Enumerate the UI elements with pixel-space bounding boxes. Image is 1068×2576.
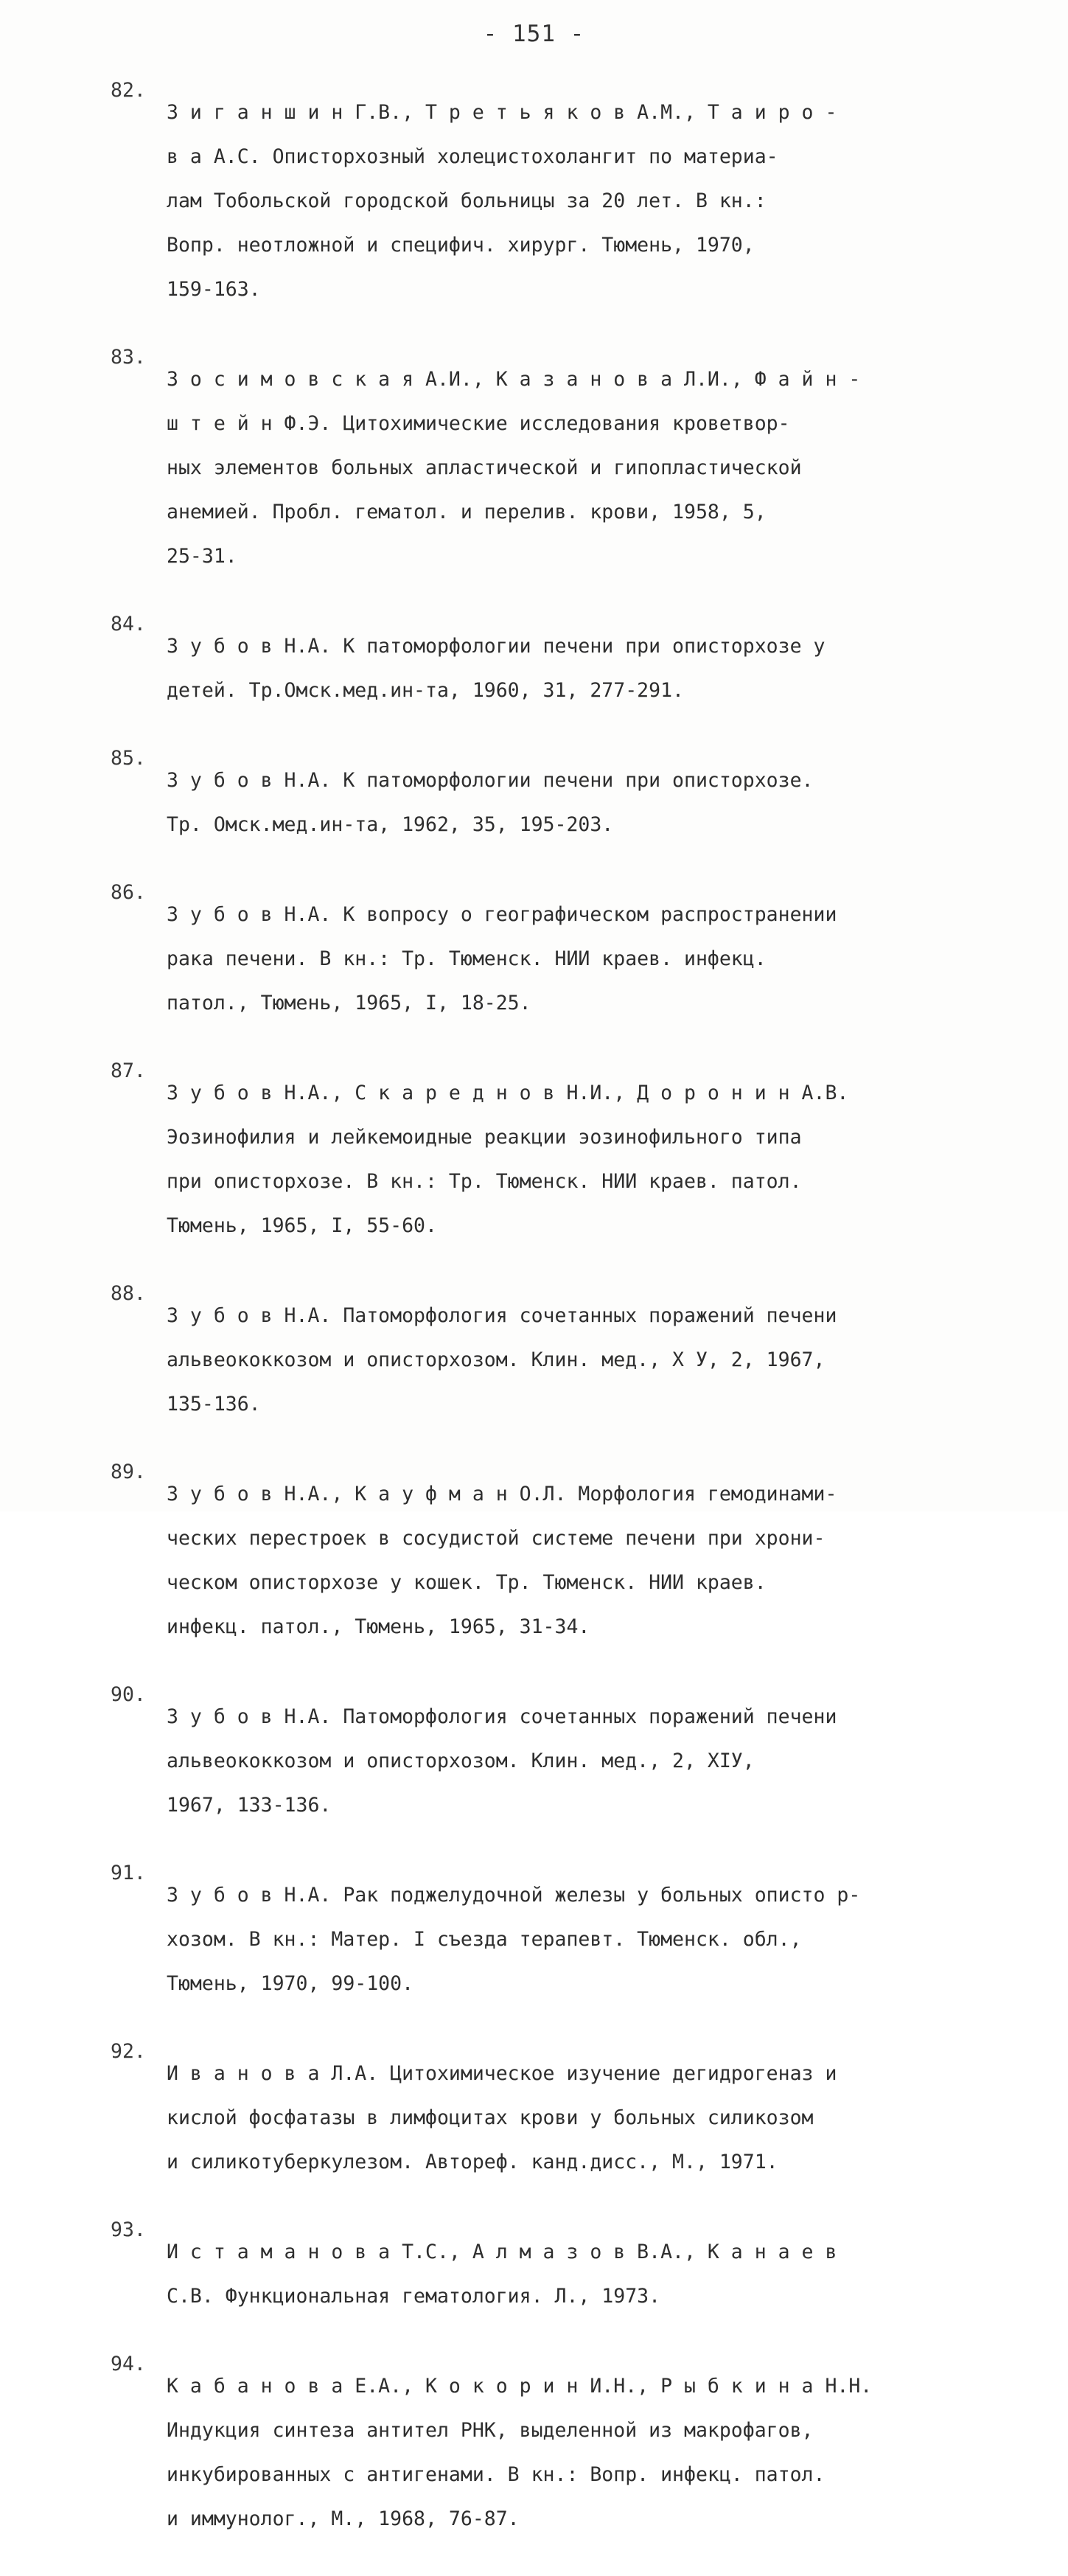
- bibliography-entry: [111, 2353, 980, 2552]
- bibliography-entry: [111, 347, 980, 590]
- entry-text: [167, 1461, 980, 1660]
- entry-text: [167, 1684, 980, 1839]
- entry-number: 83.: [111, 346, 146, 369]
- entry-text: [167, 1283, 980, 1438]
- entry-text: [167, 1862, 980, 2017]
- entry-line: З и г а н ш и н Г.В., Т р е т ь я к о в А.М., Т а и р о -: [167, 101, 837, 124]
- entry-text: [167, 2041, 980, 2196]
- entry-line: Вопр. неотложной и специфич. хирург. Тюмень, 1970,: [167, 234, 755, 257]
- entry-number: 91.: [111, 1862, 146, 1884]
- entry-number: 82.: [111, 79, 146, 102]
- entry-line: З у б о в Н.А. К вопросу о географическом распространении: [167, 903, 837, 926]
- entry-text: [167, 613, 980, 724]
- entry-line: И в а н о в а Л.А. Цитохимическое изучение дегидрогеназ и: [167, 2062, 837, 2085]
- entry-text: [167, 347, 980, 590]
- entry-line: З у б о в Н.А., К а у ф м а н О.Л. Морфология гемодинами-: [167, 1483, 837, 1505]
- entry-line: 1967, 133-136.: [167, 1794, 332, 1817]
- entry-line: З о с и м о в с к а я А.И., К а з а н о в а Л.И., Ф а й н -: [167, 368, 861, 391]
- bibliography-entry: [111, 1862, 980, 2017]
- entry-number: 88.: [111, 1282, 146, 1305]
- entry-line: патол., Тюмень, 1965, I, 18-25.: [167, 992, 531, 1014]
- entry-line: кислой фосфатазы в лимфоцитах крови у больных силикозом: [167, 2106, 814, 2129]
- entry-line: ческих перестроек в сосудистой системе печени при хрони-: [167, 1527, 826, 1550]
- entry-line: рака печени. В кн.: Тр. Тюменск. НИИ краев. инфекц.: [167, 947, 767, 970]
- entry-line: в а А.С. Описторхозный холецистохолангит по материа-: [167, 145, 778, 168]
- entry-line: З у б о в Н.А. Патоморфология сочетанных поражений печени: [167, 1304, 837, 1327]
- entry-line: Эозинофилия и лейкемоидные реакции эозинофильного типа: [167, 1126, 802, 1149]
- entry-line: С.В. Функциональная гематология. Л., 1973.: [167, 2285, 661, 2308]
- entry-number: 94.: [111, 2353, 146, 2375]
- bibliography-entry: [111, 80, 980, 323]
- entry-line: 159-163.: [167, 278, 261, 301]
- entry-line: Тюмень, 1965, I, 55-60.: [167, 1214, 437, 1237]
- entry-line: и силикотуберкулезом. Автореф. канд.дисс., М., 1971.: [167, 2151, 778, 2173]
- bibliography-entry: [111, 882, 980, 1037]
- entry-line: Тр. Омск.мед.ин-та, 1962, 35, 195-203.: [167, 813, 614, 836]
- bibliography-entry: [111, 1684, 980, 1839]
- entry-line: ных элементов больных апластической и гипопластической: [167, 456, 802, 479]
- entry-line: З у б о в Н.А. Патоморфология сочетанных поражений печени: [167, 1705, 837, 1728]
- entry-text: [167, 1060, 980, 1259]
- entry-line: Индукция синтеза антител РНК, выделенной из макрофагов,: [167, 2419, 814, 2442]
- bibliography-list: [111, 80, 980, 2576]
- entry-line: альвеококкозом и описторхозом. Клин. мед., 2, ХIУ,: [167, 1750, 755, 1772]
- entry-line: ш т е й н Ф.Э. Цитохимические исследования кроветвор-: [167, 412, 790, 435]
- entry-text: [167, 80, 980, 323]
- page-number: - 151 -: [483, 21, 585, 47]
- entry-line: при описторхозе. В кн.: Тр. Тюменск. НИИ краев. патол.: [167, 1170, 802, 1193]
- entry-line: З у б о в Н.А. Рак поджелудочной железы у больных описто р-: [167, 1884, 861, 1907]
- entry-line: анемией. Пробл. гематол. и перелив. крови, 1958, 5,: [167, 501, 767, 523]
- entry-text: [167, 748, 980, 858]
- entry-line: лам Тобольской городской больницы за 20 лет. В кн.:: [167, 189, 767, 212]
- entry-line: ческом описторхозе у кошек. Тр. Тюменск. НИИ краев.: [167, 1571, 767, 1594]
- entry-number: 90.: [111, 1683, 146, 1706]
- bibliography-entry: [111, 613, 980, 724]
- entry-line: И с т а м а н о в а Т.С., А л м а з о в В.А., К а н а е в: [167, 2241, 837, 2263]
- entry-text: [167, 2219, 980, 2330]
- bibliography-entry: [111, 2219, 980, 2330]
- entry-line: З у б о в Н.А. К патоморфологии печени при описторхозе у: [167, 635, 826, 658]
- entry-number: 87.: [111, 1059, 146, 1082]
- entry-text: [167, 2353, 980, 2552]
- entry-line: З у б о в Н.А. К патоморфологии печени при описторхозе.: [167, 769, 814, 792]
- bibliography-entry: [111, 1283, 980, 1438]
- entry-line: альвеококкозом и описторхозом. Клин. мед., Х У, 2, 1967,: [167, 1348, 826, 1371]
- bibliography-entry: [111, 2041, 980, 2196]
- entry-line: инкубированных с антигенами. В кн.: Вопр. инфекц. патол.: [167, 2463, 826, 2486]
- entry-line: 135-136.: [167, 1393, 261, 1416]
- entry-number: 92.: [111, 2040, 146, 2063]
- entry-number: 86.: [111, 881, 146, 904]
- entry-line: 25-31.: [167, 545, 237, 568]
- entry-line: и иммунолог., М., 1968, 76-87.: [167, 2507, 520, 2530]
- bibliography-entry: [111, 1461, 980, 1660]
- entry-number: 84.: [111, 613, 146, 636]
- entry-number: 93.: [111, 2218, 146, 2241]
- bibliography-entry: [111, 748, 980, 858]
- entry-line: К а б а н о в а Е.А., К о к о р и н И.Н., Р ы б к и н а Н.Н.: [167, 2375, 873, 2398]
- entry-line: З у б о в Н.А., С к а р е д н о в Н.И., Д о р о н и н А.В.: [167, 1082, 849, 1104]
- entry-line: детей. Тр.Омск.мед.ин-та, 1960, 31, 277-291.: [167, 679, 684, 702]
- entry-line: Тюмень, 1970, 99-100.: [167, 1972, 414, 1995]
- entry-number: 85.: [111, 747, 146, 770]
- entry-text: [167, 882, 980, 1037]
- entry-number: 89.: [111, 1461, 146, 1483]
- entry-line: хозом. В кн.: Матер. I съезда терапевт. Тюменск. обл.,: [167, 1928, 802, 1951]
- bibliography-entry: [111, 1060, 980, 1259]
- entry-line: инфекц. патол., Тюмень, 1965, 31-34.: [167, 1615, 590, 1638]
